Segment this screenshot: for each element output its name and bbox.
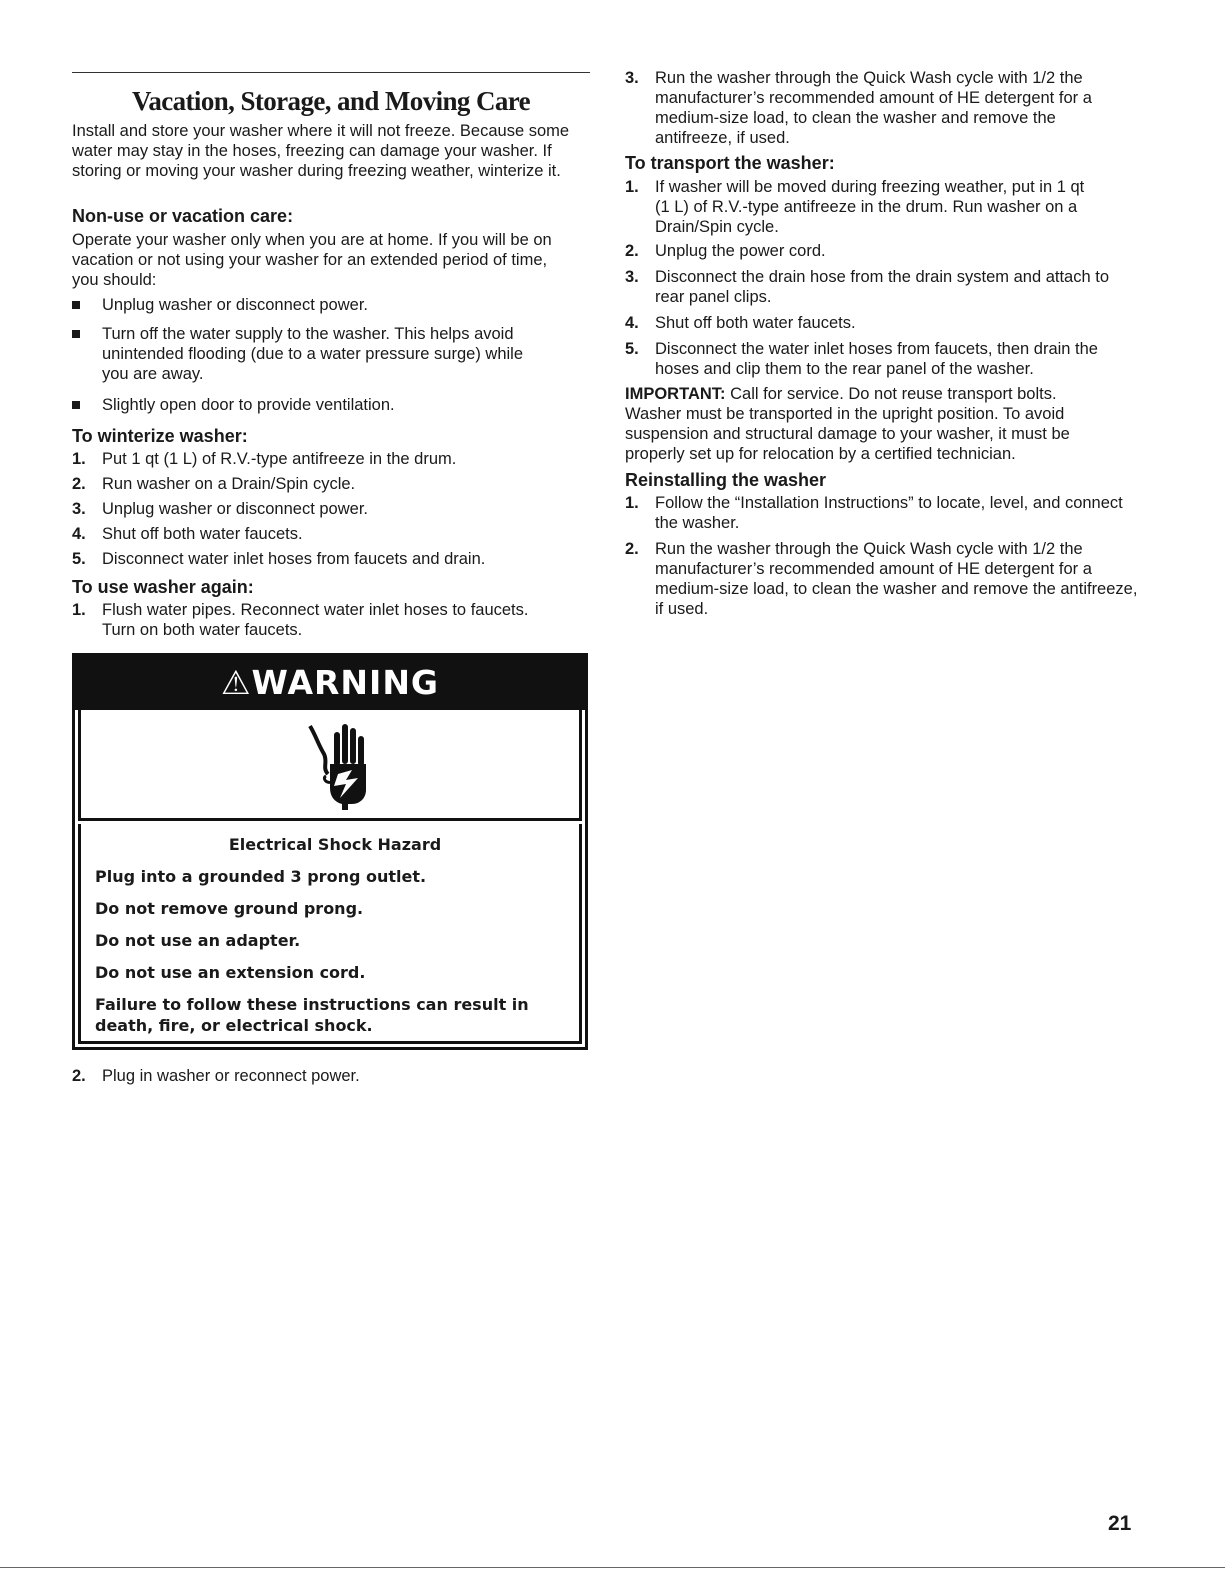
use-again-heading: To use washer again: <box>72 577 254 597</box>
warning-box <box>72 653 588 1050</box>
nonuse-heading: Non-use or vacation care: <box>72 206 294 226</box>
list-item: Slightly open door to provide ventilation. <box>72 395 552 415</box>
list-item: 2. Unplug the power cord. <box>625 242 826 260</box>
list-item: 1. Follow the “Installation Instructions” to locate, level, and connect the washer. <box>625 494 1123 532</box>
list-item: Turn off the water supply to the washer. This helps avoid unintended flooding (due to a water pressure surge) while you are away. <box>72 324 552 384</box>
transport-heading: To transport the washer: <box>625 153 835 173</box>
list-item: 2. Run the washer through the Quick Wash cycle with 1/2 the manufacturer’s recommended amount of HE detergent for a medium-size load, to clean the washer and remove the antifreeze, if used. <box>625 540 1138 618</box>
list-item: 5. Disconnect the water inlet hoses from faucets, then drain the hoses and clip them to the rear panel of the washer. <box>625 340 1098 378</box>
important-paragraph: IMPORTANT: Call for service. Do not reuse transport bolts. Washer must be transported in the upright position. To avoid suspension and structural damage to your washer, it must be properly set up for relocation by a certified technician. <box>625 385 1070 463</box>
reinstall-heading: Reinstalling the washer <box>625 470 827 490</box>
bottom-rule <box>0 1567 1225 1568</box>
list-item: 2. Run washer on a Drain/Spin cycle. <box>72 475 356 493</box>
list-item: 3. Disconnect the drain hose from the drain system and attach to rear panel clips. <box>625 268 1109 306</box>
intro-paragraph: Install and store your washer where it will not freeze. Because some water may stay in the hoses, freezing can damage your washer. If storing or moving your washer during freezing weather, winterize it. <box>72 122 570 180</box>
bullet-square-icon <box>72 330 80 338</box>
list-item: 1. If washer will be moved during freezing weather, put in 1 qt (1 L) of R.V.-type antifreeze in the drum. Run washer on a Drain/Spin cycle. <box>625 178 1085 236</box>
list-item: 3. Run the washer through the Quick Wash cycle with 1/2 the manufacturer’s recommended amount of HE detergent for a medium-size load, to clean the washer and remove the antifreeze, if used. <box>625 69 1092 147</box>
list-item: 1. Put 1 qt (1 L) of R.V.-type antifreeze in the drum. <box>72 450 457 468</box>
bullet-square-icon <box>72 301 80 309</box>
hazard-title: Electrical Shock Hazard <box>228 835 442 854</box>
nonuse-paragraph: Operate your washer only when you are at home. If you will be on vacation or not using your washer for an extended period of time, you should: <box>72 231 552 289</box>
list-item: 2. Plug in washer or reconnect power. <box>72 1067 360 1085</box>
warning-line: Do not use an extension cord. <box>95 963 366 982</box>
warning-line: Do not remove ground prong. <box>95 899 364 918</box>
top-rule <box>72 72 590 73</box>
page-number: 21 <box>1108 1512 1132 1535</box>
page-title: Vacation, Storage, and Moving Care <box>131 86 531 116</box>
winterize-heading: To winterize washer: <box>72 426 248 446</box>
warning-line: Do not use an adapter. <box>95 931 301 950</box>
list-item: 4. Shut off both water faucets. <box>72 525 303 543</box>
list-item: 3. Unplug washer or disconnect power. <box>72 500 368 518</box>
warning-line: Failure to follow these instructions can result in death, fire, or electrical shock. <box>95 995 529 1035</box>
list-item: 4. Shut off both water faucets. <box>625 314 856 332</box>
warning-text <box>95 834 575 1047</box>
list-item: 1. Flush water pipes. Reconnect water inlet hoses to faucets. Turn on both water faucets. <box>72 601 529 639</box>
electric-shock-hand-icon <box>304 718 374 810</box>
list-item: 5. Disconnect water inlet hoses from faucets and drain. <box>72 550 486 568</box>
list-item: Unplug washer or disconnect power. <box>72 295 552 315</box>
bullet-square-icon <box>72 401 80 409</box>
warning-header: ⚠WARNING <box>75 656 585 710</box>
warning-icon-area <box>78 710 582 821</box>
warning-line: Plug into a grounded 3 prong outlet. <box>95 867 427 886</box>
